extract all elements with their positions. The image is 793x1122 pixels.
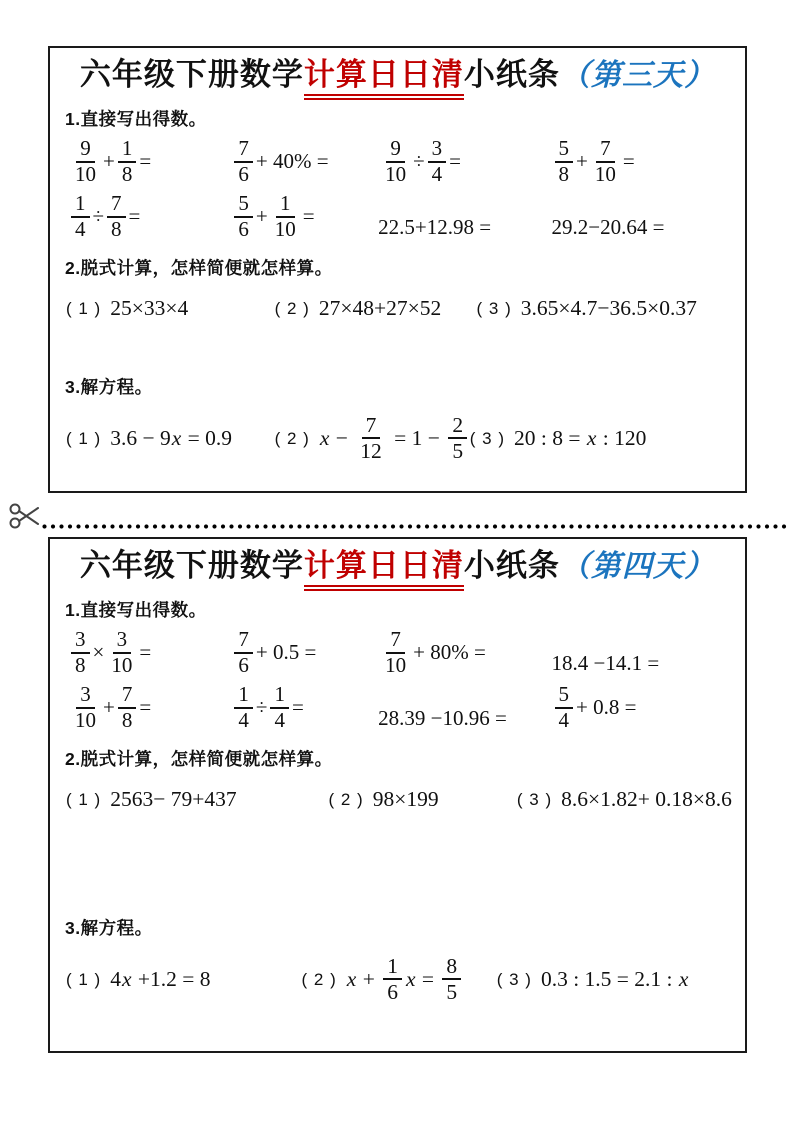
fraction: $\frac{1}{4}$ [71,192,90,241]
math-variable: x [405,966,416,991]
problem-item [470,426,739,451]
page-title [50,55,745,95]
math-text: = [128,204,141,229]
equation-expression [319,413,470,463]
fraction: $\frac{7}{6}$ [234,628,253,677]
fraction: $\frac{8}{5}$ [442,954,461,1004]
fraction: $\frac{7}{8}$ [118,683,137,732]
math-text: ÷ [92,204,105,229]
math-text: 18.4 −14.1 = [551,651,660,676]
equation-expression [346,954,464,1004]
title-day-badge: （第四天） [559,549,716,583]
math-text: = [302,204,315,229]
math-text: 29.2−20.64 = [551,215,665,240]
math-problem [231,137,378,186]
fraction: $\frac{5}{4}$ [555,683,574,732]
math-problem [378,628,551,677]
math-text: : 120 [597,425,647,450]
q2-problem-row [66,779,739,819]
fraction: $\frac{3}{10}$ [75,682,96,732]
fraction: $\frac{7}{10}$ [594,136,616,186]
problem-item [275,413,470,463]
math-text: + [103,695,115,720]
q2-label: 2.脱式计算，怎样简便就怎样算。 [65,749,333,770]
math-problem [552,216,735,244]
problem-item [275,296,477,321]
problem-item [66,296,275,321]
fraction: $\frac{3}{10}$ [111,627,133,677]
problem-number: ( 1 ) [66,428,102,448]
math-text: = [622,149,635,174]
problem-item [66,787,328,812]
math-text: 20 : 8 = [514,425,586,450]
math-variable: x [346,966,357,991]
math-problem [552,683,735,732]
q1-problem-grid [68,625,735,735]
math-text: + [576,149,588,174]
q3-label: 3.解方程。 [65,377,153,398]
q2-problem-row [66,288,739,328]
problem-expression: 27×48+27×52 [318,295,442,320]
problem-number: ( 2 ) [274,428,310,448]
math-text: + 0.8 = [576,695,637,720]
math-variable: x [678,966,689,991]
title-highlight: 计算日日清 [304,548,464,591]
q2-label: 2.脱式计算，怎样简便就怎样算。 [65,258,333,279]
title-prefix: 六年级下册数学 [79,57,304,92]
fraction: $\frac{7}{8}$ [107,192,126,241]
math-problem [552,652,735,680]
q3-label: 3.解方程。 [65,918,153,939]
q3-problem-row [66,407,739,469]
fraction: $\frac{1}{4}$ [234,683,253,732]
math-text: 4 [110,966,121,991]
problem-expression: 3.65×4.7−36.5×0.37 [520,295,697,320]
fraction: $\frac{1}{10}$ [274,191,296,241]
q3-problem-row [66,948,739,1010]
equation-expression [110,426,232,451]
q1-label: 1.直接写出得数。 [65,109,207,130]
q1-problem-grid [68,134,735,244]
problem-expression: 8.6×1.82+ 0.18×8.6 [561,786,732,811]
problem-expression: 2563− 79+437 [110,786,237,811]
fraction: $\frac{3}{8}$ [71,628,90,677]
title-suffix: 小纸条 [463,548,560,583]
fraction: $\frac{2}{5}$ [448,413,467,463]
problem-item [66,426,275,451]
math-text: + [103,149,115,174]
math-text: + 40% = [255,149,329,174]
equation-expression [514,426,646,451]
problem-number: ( 3 ) [476,298,512,318]
scissors-icon [8,500,42,537]
equation-expression [541,967,690,992]
fraction: $\frac{7}{10}$ [385,627,407,677]
math-text: ÷ [255,695,268,720]
math-variable: x [121,966,132,991]
math-problem [68,628,231,677]
math-text: + 80% = [413,640,486,665]
math-text: 0.3 : 1.5 = 2.1 : [540,966,678,991]
problem-number: ( 3 ) [516,789,553,809]
problem-item [302,954,497,1004]
fraction: $\frac{5}{6}$ [234,192,253,241]
title-prefix: 六年级下册数学 [79,548,304,583]
math-text: = [139,640,152,665]
math-problem [68,683,231,732]
fraction: $\frac{1}{4}$ [270,683,289,732]
math-text: = [416,966,440,991]
problem-number: ( 2 ) [274,298,310,318]
math-text: 22.5+12.98 = [378,215,492,240]
problem-item [497,967,739,992]
math-problem [552,137,735,186]
fraction: $\frac{5}{8}$ [555,137,574,186]
math-problem [68,137,231,186]
q3-block [50,374,745,469]
problem-item [66,967,302,992]
problem-item [517,787,739,812]
math-text: = [449,149,462,174]
problem-number: ( 1 ) [66,969,102,989]
math-text: + [357,966,381,991]
math-text: 3.6 − 9 [110,425,171,450]
dotted-cut-line [42,524,790,529]
fraction: $\frac{3}{4}$ [428,137,447,186]
problem-expression: 98×199 [372,786,439,811]
math-problem [231,628,378,677]
math-text: − [330,425,354,450]
fraction: $\frac{9}{10}$ [75,136,96,186]
worksheet-section-day3 [48,46,747,493]
math-text: ÷ [413,149,425,174]
math-text: = [139,695,152,720]
problem-number: ( 3 ) [469,428,506,448]
title-suffix: 小纸条 [463,57,560,92]
fraction: $\frac{7}{6}$ [234,137,253,186]
cut-divider [0,500,793,534]
math-text: 28.39 −10.96 = [378,706,507,731]
problem-number: ( 2 ) [328,789,364,809]
math-problem [378,137,551,186]
fraction: $\frac{7}{12}$ [360,413,382,464]
problem-number: ( 1 ) [66,789,102,809]
equation-expression [110,967,210,992]
math-problem [68,192,231,241]
title-highlight: 计算日日清 [304,57,464,100]
math-text: = 1 − [388,425,446,450]
math-text: + [255,204,268,229]
worksheet-section-day4 [48,537,747,1053]
title-day-badge: （第三天） [559,58,716,92]
math-text: = 0.9 [182,425,233,450]
math-problem [378,707,551,735]
fraction: $\frac{1}{8}$ [118,137,137,186]
problem-number: ( 3 ) [496,969,532,989]
problem-item [328,787,516,812]
math-problem [231,683,378,732]
problem-item [477,296,739,321]
problem-expression: 25×33×4 [110,295,189,320]
math-problem [378,216,551,244]
problem-number: ( 2 ) [301,969,337,989]
math-text: + 0.5 = [255,640,317,665]
page-title [50,546,745,586]
q1-label: 1.直接写出得数。 [65,600,207,621]
math-variable: x [319,425,330,450]
math-text: × [92,640,105,665]
math-text: = [291,695,304,720]
math-problem [231,192,378,241]
math-text: = [139,149,152,174]
math-text: +1.2 = 8 [132,966,211,991]
q3-block [50,915,745,1010]
math-variable: x [171,425,182,450]
problem-number: ( 1 ) [66,298,102,318]
fraction: $\frac{9}{10}$ [385,136,407,186]
math-variable: x [586,425,597,450]
fraction: $\frac{1}{6}$ [383,954,402,1004]
